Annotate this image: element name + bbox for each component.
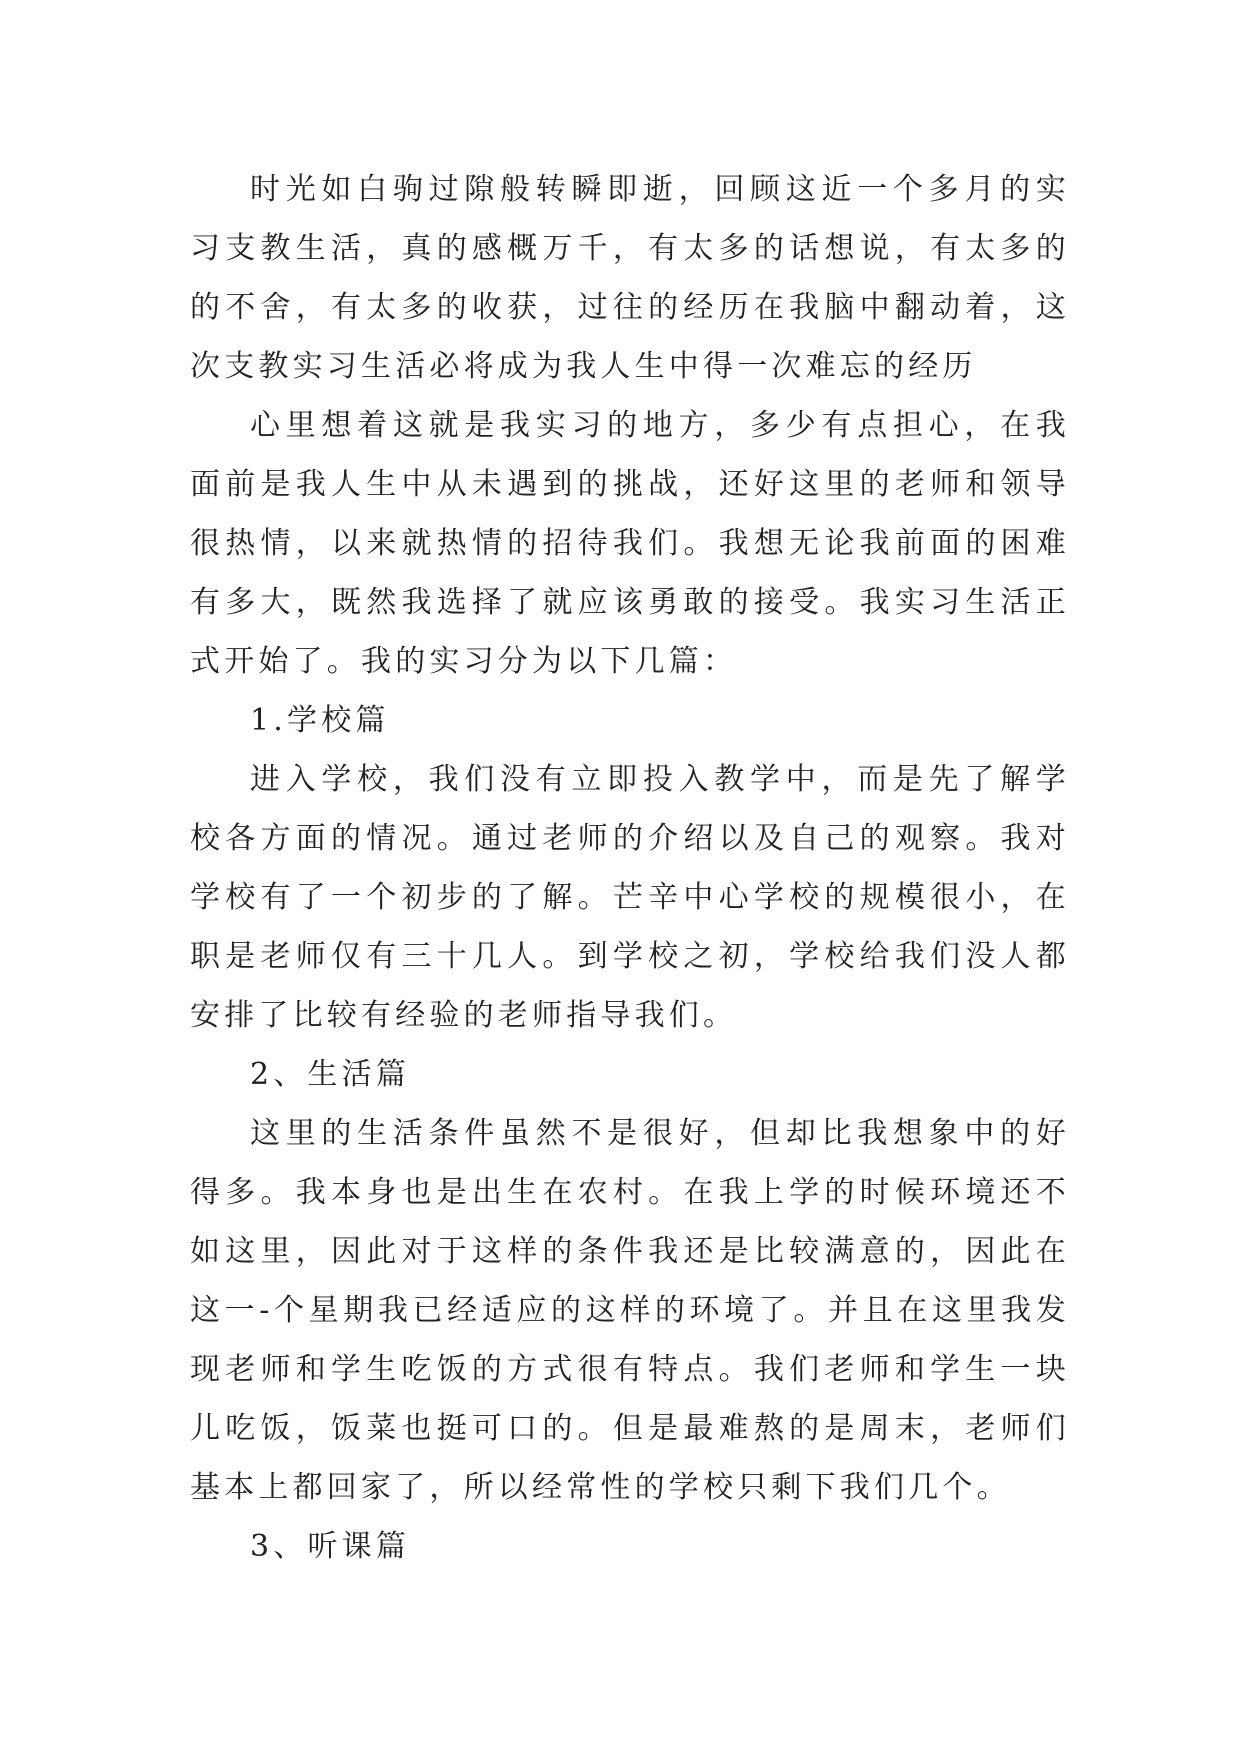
paragraph-life: 这里的生活条件虽然不是很好，但却比我想象中的好得多。我本身也是出生在农村。在我上学的时候环境还不如这里，因此对于这样的条件我还是比较满意的，因此在这一-个星期我已经适应的这样的环境了。并且在这里我发现老师和学生吃饭的方式很有特点。我们老师和学生一块儿吃饭，饭菜也挺可口的。但是最难熬的是周末，老师们基本上都回家了，所以经常性的学校只剩下我们几个。: [190, 1116, 1070, 1505]
paragraph-intro: 时光如白驹过隙般转瞬即逝，回顾这近一个多月的实习支教生活，真的感概万千，有太多的话想说，有太多的的不舍，有太多的收获，过往的经历在我脑中翻动着，这次支教实习生活必将成为我人生中得一次难忘的经历: [190, 172, 1070, 384]
document-page: [190, 160, 1070, 1576]
section-heading-lecture: 3、听课篇: [250, 1529, 411, 1564]
paragraph-arrival: 心里想着这就是我实习的地方，多少有点担心，在我面前是我人生中从未遇到的挑战，还好这里的老师和领导很热情，以来就热情的招待我们。我想无论我前面的困难有多大，既然我选择了就应该勇敢的接受。我实习生活正式开始了。我的实习分为以下几篇：: [190, 408, 1070, 679]
paragraph-school: 进入学校，我们没有立即投入教学中，而是先了解学校各方面的情况。通过老师的介绍以及自己的观察。我对学校有了一个初步的了解。芒辛中心学校的规模很小，在职是老师仅有三十几人。到学校之初，学校给我们没人都安排了比较有经验的老师指导我们。: [190, 762, 1070, 1033]
section-heading-life: 2、生活篇: [250, 1057, 411, 1092]
section-heading-school: 1.学校篇: [250, 703, 390, 738]
